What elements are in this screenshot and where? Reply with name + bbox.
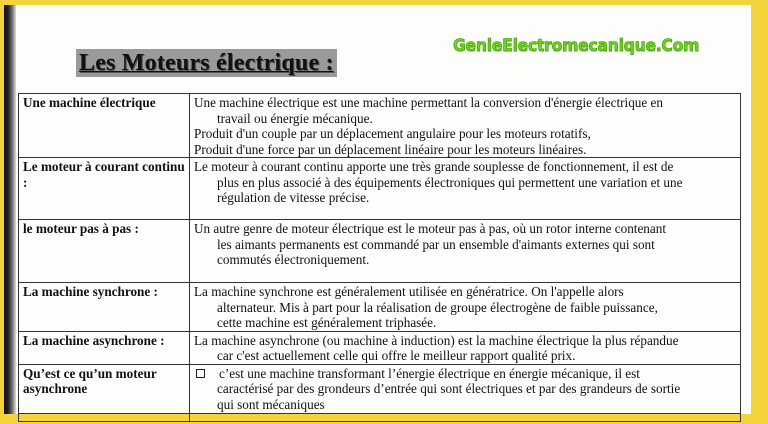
table-row xyxy=(19,220,741,283)
term-cell: La machine synchrone : xyxy=(19,283,190,332)
definition-line: Produit d'un couple par un déplacement angulaire pour les moteurs rotatifs, xyxy=(194,126,591,141)
motors-definition-table xyxy=(18,93,741,422)
definition-line: plus en plus associé à des équipements électroniques qui permettent une variation et une xyxy=(217,174,683,190)
definition-line xyxy=(194,366,736,382)
definition-cell xyxy=(190,158,741,220)
definition-line: commutés électroniquement. xyxy=(217,252,370,267)
definition-line: Une machine électrique est une machine permettant la conversion d'énergie électrique en xyxy=(194,95,663,110)
definition-text: c’est une machine transformant l’énergie électrique en énergie mécanique, il est xyxy=(219,365,640,381)
definition-line: les aimants permanents est commandé par un ensemble d'aimants externes qui sont xyxy=(217,236,655,252)
term-cell: Le moteur à courant continu : xyxy=(19,158,190,220)
table-row xyxy=(19,283,741,332)
definition-line: car c'est actuellement celle qui offre le meilleur rapport qualité prix. xyxy=(217,348,576,363)
definition-line: régulation de vitesse précise. xyxy=(217,190,370,205)
definition-cell xyxy=(190,220,741,283)
term-cell: Qu’est ce qu’un moteur asynchrone xyxy=(19,364,190,413)
definition-cell xyxy=(190,413,741,421)
definition-line: qui sont mécaniques xyxy=(217,396,325,412)
definition-line: Un autre genre de moteur électrique est le moteur pas à pas, où un rotor interne contenant xyxy=(194,221,667,236)
scan-edge-shadow xyxy=(4,5,16,414)
table-row-cut-off xyxy=(19,413,741,421)
term-cell xyxy=(19,413,190,421)
definition-line: La machine asynchrone (ou machine à induction) est la machine électrique la plus répandue xyxy=(194,332,679,348)
definition-line: travail ou énergie mécanique. xyxy=(217,110,373,126)
term-cell: La machine asynchrone : xyxy=(19,331,190,364)
definition-cell xyxy=(190,364,741,413)
checkbox-bullet-icon xyxy=(196,369,205,378)
table-row xyxy=(19,364,741,413)
definition-cell xyxy=(190,331,741,364)
definition-line: Produit d'une force par un déplacement linéaire pour les moteurs linéaires. xyxy=(194,141,587,157)
definition-line: Le moteur à courant continu apporte une très grande souplesse de fonctionnement, il est de xyxy=(194,159,674,174)
definition-cell xyxy=(190,94,741,158)
definition-cell xyxy=(190,283,741,332)
brand-watermark: GenieElectromecanique.Com xyxy=(453,36,700,56)
table-row xyxy=(19,158,741,220)
table-row xyxy=(19,94,741,158)
definition-line: cette machine est généralement triphasée. xyxy=(217,315,437,330)
definition-line: La machine synchrone est généralement utilisée en génératrice. On l'appelle alors xyxy=(194,284,624,299)
term-cell: le moteur pas à pas : xyxy=(19,220,190,283)
page-title: Les Moteurs électrique : xyxy=(76,49,337,77)
definition-line: alternateur. Mis à part pour la réalisation de groupe électrogène de faible puissance, xyxy=(217,299,658,315)
term-cell: Une machine électrique xyxy=(19,94,190,158)
table-row xyxy=(19,331,741,364)
definition-line: caractérisé par des grondeurs d’entrée qui sont électriques et par des grandeurs de sortie xyxy=(217,381,681,396)
